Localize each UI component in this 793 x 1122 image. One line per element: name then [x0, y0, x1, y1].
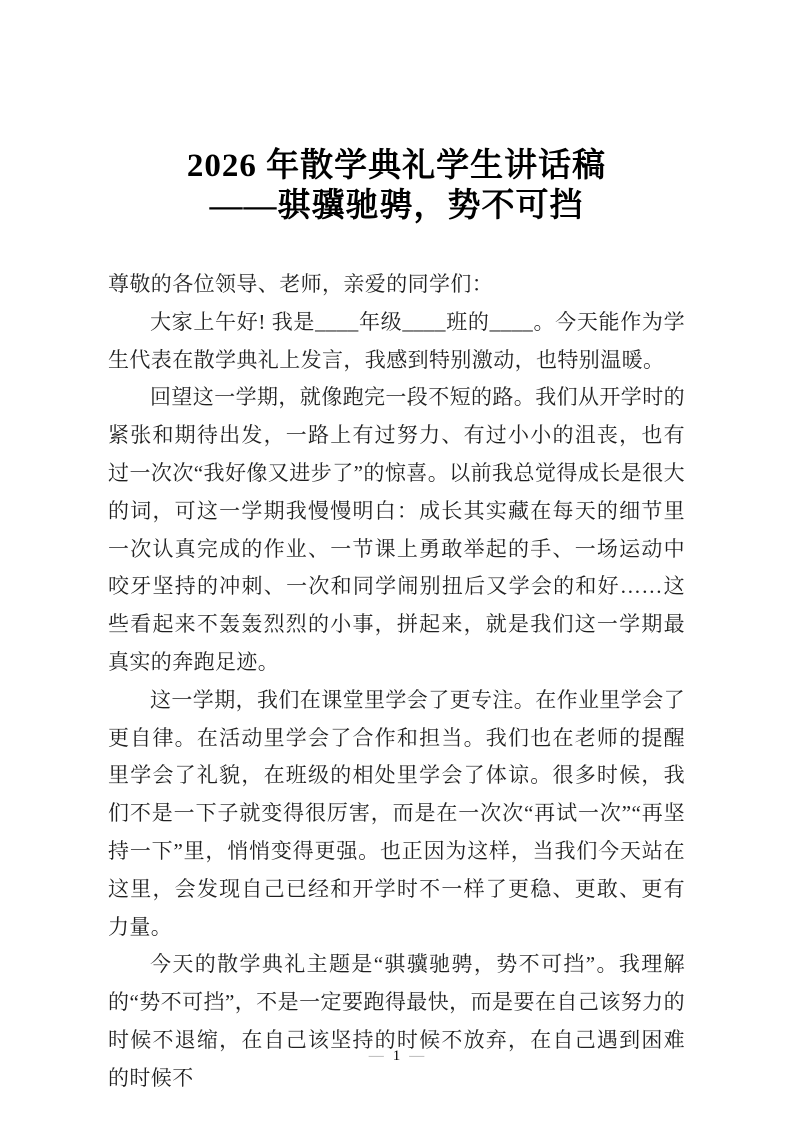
footer-dash-right: —: [409, 1048, 425, 1064]
paragraph: 这一学期，我们在课堂里学会了更专注。在作业里学会了更自律。在活动里学会了合作和担当。我们也在老师的提醒里学会了礼貌，在班级的相处里学会了体谅。很多时候，我们不是一下子就变得很厉害，而是在一次次“再试一次”“再坚持一下”里，悄悄变得更强。也正因为这样，当我们今天站在这里，会发现自己已经和开学时不一样了更稳、更敢、更有力量。: [108, 687, 685, 939]
paragraph: 回望这一学期，就像跑完一段不短的路。我们从开学时的紧张和期待出发，一路上有过努力、有过小小的沮丧，也有过一次次“我好像又进步了”的惊喜。以前我总觉得成长是很大的词，可这一学期我慢慢明白：成长其实藏在每天的细节里一次认真完成的作业、一节课上勇敢举起的手、一场运动中咬牙坚持的冲刺、一次和同学闹别扭后又学会的和好……这些看起来不轰轰烈烈的小事，拼起来，就是我们这一学期最真实的奔跑足迹。: [108, 385, 685, 674]
document-body: [108, 266, 685, 1098]
footer-dash-left: —: [368, 1048, 384, 1064]
title-line-2: ——骐骥驰骋，势不可挡: [209, 188, 584, 224]
paragraph: 今天的散学典礼主题是“骐骥驰骋，势不可挡”。我理解的“势不可挡”，不是一定要跑得最快，而是要在自己该努力的时候不退缩，在自己该坚持的时候不放弃，在自己遇到困难的时候不: [108, 952, 685, 1090]
document-title: [0, 146, 793, 226]
paragraph: 尊敬的各位领导、老师，亲爱的同学们：: [108, 272, 494, 296]
page-footer: [0, 1048, 793, 1064]
title-line-1: 2026 年散学典礼学生讲话稿: [186, 148, 607, 184]
page-number: 1: [392, 1048, 401, 1064]
paragraph: 大家上午好! 我是____年级____班的____。今天能作为学生代表在散学典礼上发言，我感到特别激动，也特别温暖。: [108, 309, 685, 372]
